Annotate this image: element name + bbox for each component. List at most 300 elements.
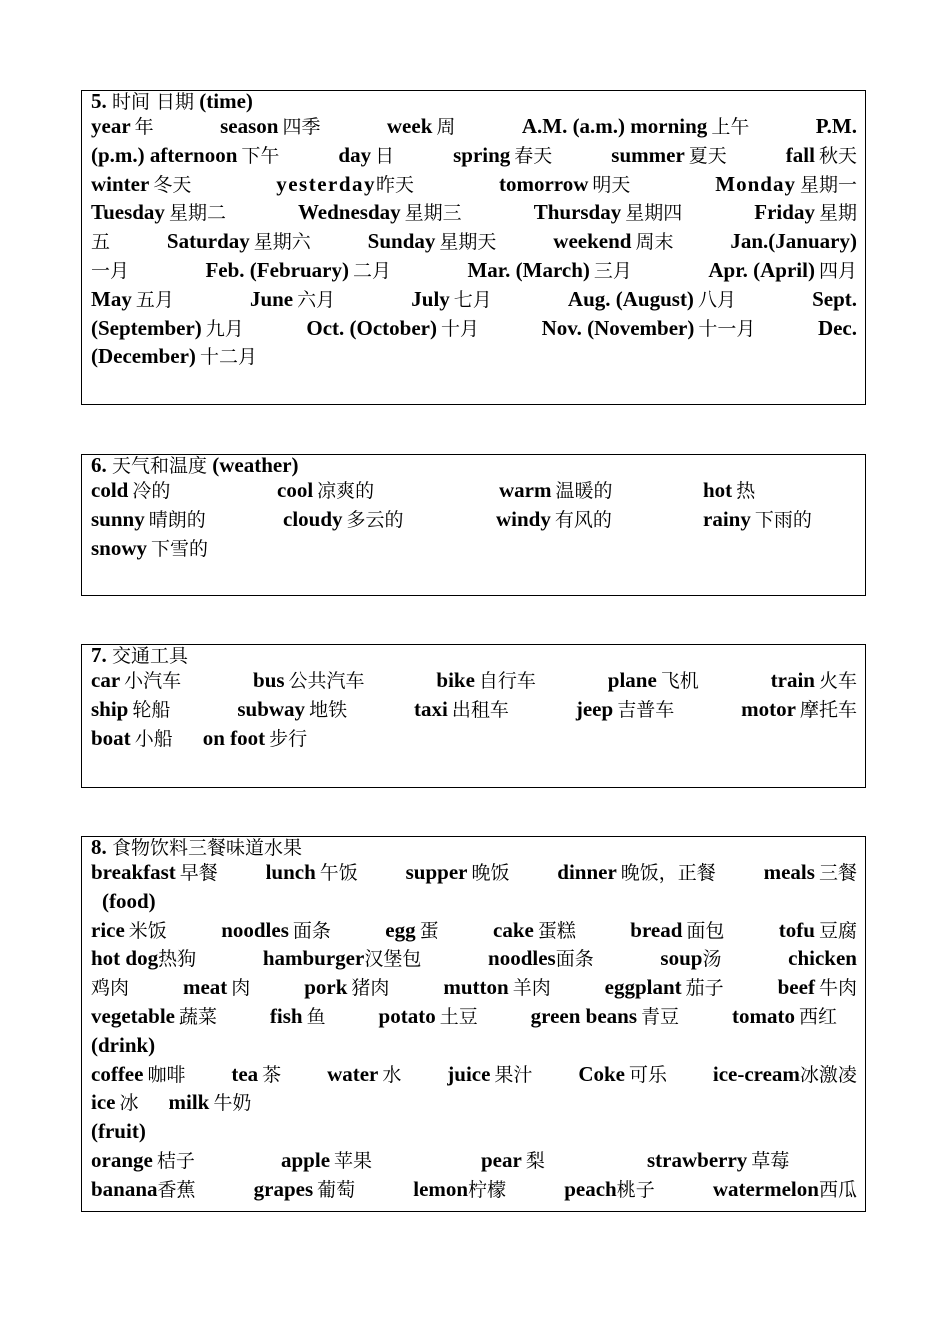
vocab-chinese: 星期二 <box>168 202 226 225</box>
vocab-chinese: 土豆 <box>439 1005 478 1028</box>
vocab-english: pork <box>304 975 348 1000</box>
vocab-english: grapes <box>253 1176 314 1201</box>
vocab-english: train <box>770 668 815 692</box>
vocab-item <box>522 112 750 141</box>
vocab-item <box>91 1002 217 1031</box>
vocab-english: cool <box>277 478 314 502</box>
vocab-item <box>467 256 631 285</box>
vocab-chinese: 汤 <box>702 948 722 971</box>
vocab-chinese: 四月 <box>818 259 857 282</box>
section-transport <box>81 644 866 788</box>
vocab-english: Feb. (February) <box>205 257 349 282</box>
section-title-zh: 时间 日期 <box>112 91 195 113</box>
vocab-chinese: 自行车 <box>478 670 536 692</box>
vocab-line <box>91 724 857 753</box>
vocab-english: dinner <box>557 860 617 884</box>
section-title <box>91 454 857 476</box>
vocab-english: hamburger <box>262 946 365 971</box>
vocab-item <box>91 534 208 563</box>
vocab-chinese: 面条 <box>292 919 331 942</box>
vocab-english: supper <box>405 860 468 884</box>
vocab-chinese: 葡萄 <box>317 1178 356 1201</box>
vocab-english: eggplant <box>604 975 682 1000</box>
vocab-english: P.M. <box>815 114 857 138</box>
vocab-chinese: 多云的 <box>346 508 404 531</box>
vocab-item <box>406 858 510 887</box>
vocab-item <box>203 724 307 753</box>
vocab-item <box>730 227 857 256</box>
vocab-item <box>605 973 724 1002</box>
vocab-english: cloudy <box>283 506 343 531</box>
vocab-chinese: 茄子 <box>685 977 724 1000</box>
vocab-english: bike <box>436 668 475 692</box>
vocab-chinese: 火车 <box>818 670 857 692</box>
vocab-chinese: 青豆 <box>641 1005 680 1028</box>
vocab-item <box>499 170 630 199</box>
vocab-item <box>713 1060 857 1089</box>
vocab-english: meat <box>182 975 228 1000</box>
vocab-english: strawberry <box>647 1147 748 1172</box>
vocab-english: yesterday <box>276 171 377 196</box>
vocab-english: Thursday <box>533 200 622 225</box>
vocab-item <box>281 1146 451 1175</box>
vocab-english: Tuesday <box>91 200 165 225</box>
vocab-chinese: 羊肉 <box>512 977 551 1000</box>
vocab-line <box>91 1060 857 1089</box>
vocab-chinese: 十月 <box>440 317 479 340</box>
vocab-english: car <box>91 668 121 692</box>
vocab-english: watermelon <box>712 1176 819 1201</box>
vocab-english: tea <box>231 1061 259 1086</box>
vocab-item <box>764 858 857 887</box>
vocab-english: year <box>91 114 131 138</box>
vocab-english: rice <box>91 917 125 942</box>
vocab-english: warm <box>499 478 552 502</box>
vocab-line <box>91 944 857 973</box>
vocab-item <box>91 342 257 371</box>
vocab-item <box>250 285 335 314</box>
vocab-chinese: 步行 <box>269 727 308 750</box>
vocab-item <box>647 1146 789 1175</box>
vocab-line <box>91 1088 857 1117</box>
vocab-item <box>91 724 173 753</box>
vocab-item <box>91 695 170 724</box>
vocab-english: winter <box>91 171 150 196</box>
vocab-item <box>304 973 389 1002</box>
section-title-zh: 天气和温度 <box>112 455 208 477</box>
vocab-item <box>436 666 536 695</box>
vocab-chinese: 星期四 <box>625 202 683 225</box>
section-title-en: (weather) <box>212 453 299 477</box>
section-title <box>91 644 857 666</box>
vocab-chinese: 年 <box>134 116 154 138</box>
vocab-chinese: 五 <box>91 231 111 254</box>
vocab-item <box>183 973 250 1002</box>
vocab-item <box>91 227 110 256</box>
vocab-chinese: 六月 <box>297 288 336 311</box>
vocab-english: Dec. <box>817 315 857 340</box>
vocab-line <box>91 505 857 534</box>
vocab-item <box>443 973 550 1002</box>
vocab-item <box>91 170 191 199</box>
section-title-en: (time) <box>199 89 253 113</box>
vocab-item <box>379 1002 478 1031</box>
vocab-english: fall <box>785 142 815 167</box>
vocab-english: bread <box>630 917 683 942</box>
vocab-english: hot dog <box>91 946 159 971</box>
vocab-chinese: 热狗 <box>158 948 197 971</box>
vocab-item <box>306 314 479 343</box>
vocab-english: motor <box>741 696 796 721</box>
vocab-chinese: 晚饭，正餐 <box>620 862 716 884</box>
vocab-item <box>91 256 129 285</box>
vocab-english: lunch <box>265 860 316 884</box>
vocab-item <box>91 476 247 505</box>
vocab-english: tomorrow <box>498 171 589 196</box>
vocab-item <box>786 141 857 170</box>
vocab-english: peach <box>564 1176 617 1201</box>
vocab-chinese: 冰 <box>119 1092 139 1115</box>
vocab-item <box>91 141 279 170</box>
fruit-category-header: (fruit) <box>91 1119 146 1144</box>
vocab-chinese: 二月 <box>352 259 391 282</box>
vocab-item <box>270 1002 326 1031</box>
vocab-english: June <box>249 286 294 311</box>
vocab-item <box>338 141 394 170</box>
section-food <box>81 836 866 1212</box>
vocab-english: Coke <box>578 1061 625 1086</box>
vocab-english: Mar. (March) <box>467 257 590 282</box>
section-title-zh: 交通工具 <box>112 645 189 667</box>
vocab-chinese: 晚饭 <box>471 862 510 884</box>
section-number: 8. <box>91 835 107 859</box>
vocab-english: green beans <box>530 1003 638 1028</box>
vocab-english: weekend <box>553 229 632 254</box>
section-title <box>91 90 857 112</box>
vocab-item <box>91 1146 251 1175</box>
vocab-item <box>298 198 462 227</box>
vocab-english: Jan.(January) <box>730 229 857 254</box>
vocab-chinese: 星期六 <box>253 231 311 254</box>
vocab-item <box>91 314 244 343</box>
food-category-header: (food) <box>102 888 156 913</box>
vocab-english: spring <box>453 142 511 167</box>
vocab-english: bus <box>253 668 285 692</box>
vocab-english: coffee <box>91 1061 144 1086</box>
section-time <box>81 90 866 405</box>
vocab-item <box>91 858 218 887</box>
vocab-item <box>708 256 857 285</box>
vocab-english: (December) <box>91 344 196 369</box>
vocab-chinese: 汉堡包 <box>364 948 422 971</box>
vocab-english: noodles <box>488 946 556 971</box>
vocab-item <box>578 1060 667 1089</box>
vocab-item <box>531 1002 679 1031</box>
vocab-chinese: 五月 <box>135 288 174 311</box>
vocab-chinese: 飞机 <box>660 670 699 692</box>
vocab-english: week <box>386 114 433 138</box>
vocab-chinese: 冬天 <box>153 173 192 196</box>
vocab-chinese: 小船 <box>134 727 173 750</box>
vocab-chinese: 晴朗的 <box>148 508 206 531</box>
vocab-item <box>660 944 721 973</box>
vocab-chinese: 星期天 <box>439 231 497 254</box>
vocab-chinese: 咖啡 <box>147 1063 186 1086</box>
vocab-chinese: 柠檬 <box>468 1178 507 1201</box>
vocab-line <box>91 916 857 945</box>
vocab-item <box>411 285 492 314</box>
vocab-item <box>608 666 699 695</box>
vocab-chinese: 可乐 <box>628 1063 667 1086</box>
vocab-english: day <box>338 142 372 167</box>
vocab-item <box>169 1088 252 1117</box>
vocab-chinese: 上午 <box>711 116 750 138</box>
vocab-item <box>576 695 674 724</box>
vocab-item <box>283 505 466 534</box>
vocab-chinese: 热 <box>736 480 756 502</box>
vocab-item <box>385 916 438 945</box>
vocab-chinese: 桔子 <box>156 1149 195 1172</box>
vocab-chinese: 夏天 <box>688 144 727 167</box>
vocab-line <box>91 112 857 141</box>
vocab-chinese: 摩托车 <box>799 698 857 721</box>
vocab-chinese: 九月 <box>205 317 244 340</box>
vocab-chinese: 面包 <box>686 919 725 942</box>
vocab-chinese: 一月 <box>91 259 130 282</box>
vocab-line <box>91 227 857 256</box>
vocab-item <box>231 1060 281 1089</box>
section-weather <box>81 454 866 596</box>
vocab-item <box>611 141 727 170</box>
vocab-line <box>91 695 857 724</box>
vocab-item <box>276 170 414 199</box>
vocab-chinese: 四季 <box>282 116 321 138</box>
vocab-line <box>91 1002 857 1031</box>
vocab-line <box>91 1175 857 1204</box>
vocab-chinese: 鱼 <box>306 1005 326 1028</box>
vocab-english: milk <box>168 1090 210 1115</box>
vocab-chinese: 下午 <box>241 144 280 167</box>
vocab-english: Aug. (August) <box>567 286 694 311</box>
vocab-item <box>771 666 857 695</box>
vocab-item <box>368 227 497 256</box>
vocab-english: Nov. (November) <box>541 315 695 340</box>
section-number: 7. <box>91 643 107 667</box>
vocab-english: July <box>411 286 450 311</box>
vocab-english: Wednesday <box>297 200 401 225</box>
vocab-item <box>779 916 857 945</box>
vocab-item <box>254 1175 356 1204</box>
vocab-english: plane <box>607 668 657 692</box>
vocab-english: Oct. (October) <box>306 315 437 340</box>
vocab-item <box>91 666 181 695</box>
vocab-item <box>741 695 857 724</box>
vocab-chinese: 凉爽的 <box>317 480 375 502</box>
vocab-english: apple <box>281 1147 331 1172</box>
vocab-item <box>91 944 196 973</box>
vocab-english: vegetable <box>91 1003 175 1028</box>
vocab-item <box>778 973 857 1002</box>
vocab-english: meals <box>763 860 815 884</box>
vocab-item <box>499 476 673 505</box>
vocab-chinese: 八月 <box>697 288 736 311</box>
vocab-english: (p.m.) afternoon <box>91 142 238 167</box>
vocab-item <box>818 314 857 343</box>
vocab-item <box>754 198 857 227</box>
vocab-chinese: 周 <box>436 116 456 138</box>
vocab-english: juice <box>447 1061 491 1086</box>
vocab-english: windy <box>496 506 551 531</box>
vocab-english: chicken <box>788 946 857 971</box>
vocab-chinese: 牛肉 <box>818 977 857 1000</box>
vocab-item <box>553 227 673 256</box>
vocab-item <box>534 198 683 227</box>
vocab-chinese: 猪肉 <box>351 977 390 1000</box>
vocab-english: boat <box>91 725 131 750</box>
vocab-chinese: 梨 <box>525 1149 545 1172</box>
vocab-chinese: 出租车 <box>451 698 509 721</box>
vocab-english: (September) <box>91 315 202 340</box>
vocab-item <box>713 1175 857 1204</box>
vocab-english: water <box>327 1061 379 1086</box>
vocab-item <box>630 916 724 945</box>
vocab-chinese: 冷的 <box>132 480 171 502</box>
vocab-item <box>447 1060 532 1089</box>
vocab-item <box>263 944 422 973</box>
vocab-english: hot <box>703 478 733 502</box>
vocab-english: May <box>91 286 132 311</box>
vocab-chinese: 十二月 <box>199 346 257 369</box>
vocab-item <box>557 858 716 887</box>
vocab-chinese: 星期 <box>818 202 857 225</box>
vocab-item <box>481 1146 617 1175</box>
vocab-chinese: 星期一 <box>799 173 857 196</box>
vocab-line <box>91 314 857 343</box>
vocab-item <box>387 112 456 141</box>
vocab-chinese: 下雪的 <box>151 537 209 560</box>
vocab-chinese: 午饭 <box>319 862 358 884</box>
vocab-english: cake <box>493 917 534 942</box>
vocab-line <box>91 285 857 314</box>
vocab-item <box>568 285 736 314</box>
vocab-english: Monday <box>715 171 796 196</box>
vocab-item <box>266 858 358 887</box>
vocab-chinese: 春天 <box>514 144 553 167</box>
vocab-item <box>167 227 311 256</box>
vocab-english: ice <box>91 1090 116 1115</box>
vocab-english: Sept. <box>812 286 857 311</box>
vocab-item <box>703 476 755 505</box>
vocab-english: tofu <box>778 917 815 942</box>
vocab-chinese: 秋天 <box>818 144 857 167</box>
vocab-english: cold <box>91 478 129 502</box>
vocab-line <box>91 973 857 1002</box>
vocab-chinese: 蛋 <box>419 919 439 942</box>
vocab-line <box>91 141 857 170</box>
vocab-item <box>91 1088 139 1117</box>
vocab-chinese: 牛奶 <box>213 1092 252 1115</box>
vocab-line <box>91 858 857 887</box>
vocab-item <box>413 1175 506 1204</box>
vocab-item <box>542 314 756 343</box>
vocab-english: orange <box>91 1147 153 1172</box>
vocab-item <box>91 285 174 314</box>
vocab-english: Saturday <box>166 229 250 254</box>
vocab-item <box>205 256 390 285</box>
vocab-chinese: 十一月 <box>698 317 756 340</box>
vocab-chinese: 蛋糕 <box>537 919 576 942</box>
section-title-zh: 食物饮料三餐味道水果 <box>112 837 303 859</box>
vocab-english: taxi <box>414 696 448 721</box>
vocab-chinese: 桃子 <box>616 1178 655 1201</box>
vocab-english: pear <box>481 1147 522 1172</box>
vocab-english: Friday <box>754 200 815 225</box>
vocab-line <box>91 666 857 695</box>
vocab-item <box>253 666 365 695</box>
vocab-chinese: 温暖的 <box>555 480 613 502</box>
vocab-chinese: 明天 <box>592 173 631 196</box>
vocab-chinese: 地铁 <box>309 698 348 721</box>
vocab-item <box>732 1002 837 1031</box>
vocab-english: Apr. (April) <box>708 257 815 282</box>
vocab-chinese: 果汁 <box>494 1063 533 1086</box>
vocab-english: fish <box>269 1003 303 1028</box>
vocab-item <box>788 944 857 973</box>
vocab-item <box>488 944 594 973</box>
vocab-chinese: 有风的 <box>554 508 612 531</box>
vocab-english: noodles <box>221 917 289 942</box>
vocab-chinese: 吉普车 <box>617 698 675 721</box>
vocab-chinese: 日 <box>375 144 395 167</box>
vocab-chinese: 西红 <box>798 1005 837 1028</box>
vocab-english: beef <box>777 975 815 1000</box>
vocab-chinese: 西瓜 <box>818 1178 857 1201</box>
vocab-english: jeep <box>575 696 614 721</box>
vocab-chinese: 茶 <box>262 1063 282 1086</box>
vocab-chinese: 草莓 <box>751 1149 790 1172</box>
vocab-chinese: 周末 <box>635 231 674 254</box>
vocab-chinese: 下雨的 <box>754 508 812 531</box>
vocab-line <box>91 534 857 563</box>
vocab-line <box>91 476 857 505</box>
vocab-english: rainy <box>703 506 751 531</box>
vocab-chinese: 豆腐 <box>818 919 857 942</box>
section-number: 5. <box>91 89 107 113</box>
vocab-chinese: 三餐 <box>818 862 857 884</box>
vocab-item <box>703 505 812 534</box>
vocab-item <box>91 973 129 1002</box>
vocab-chinese: 小汽车 <box>124 670 182 692</box>
vocab-english: subway <box>237 696 306 721</box>
vocab-english: sunny <box>91 506 145 531</box>
vocab-item <box>221 916 331 945</box>
vocab-item <box>816 112 857 141</box>
vocab-english: tomato <box>731 1003 795 1028</box>
vocab-line <box>91 170 857 199</box>
vocab-chinese: 星期三 <box>404 202 462 225</box>
vocab-item <box>91 505 253 534</box>
vocab-item <box>715 170 857 199</box>
vocab-chinese: 肉 <box>231 977 251 1000</box>
vocab-item <box>220 112 320 141</box>
vocab-chinese: 水 <box>382 1063 402 1086</box>
vocab-english: ice-cream <box>712 1061 800 1086</box>
vocab-item <box>493 916 576 945</box>
vocab-english: egg <box>385 917 416 942</box>
vocab-chinese: 鸡肉 <box>91 977 130 1000</box>
vocab-item <box>453 141 552 170</box>
vocab-english: snowy <box>91 535 148 560</box>
